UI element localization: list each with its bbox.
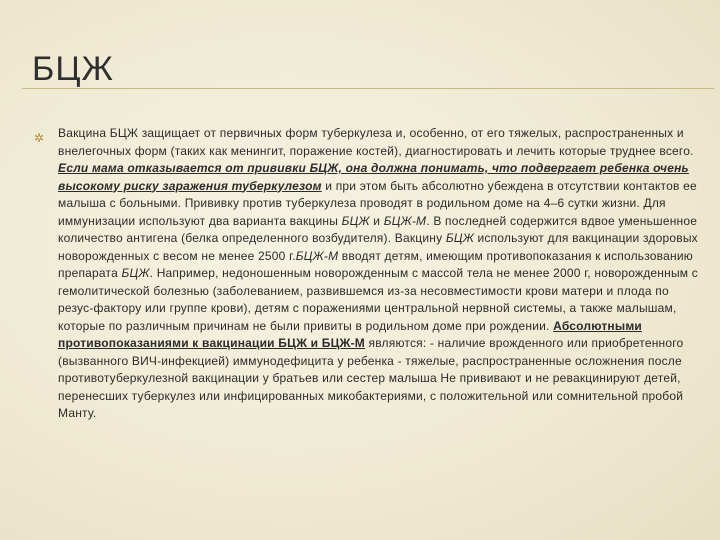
highlight-warning: Если мама отказывается от прививки БЦЖ, она должна понимать, что подвергает ребенка очень высокому риску заражения туберкулезом [58, 161, 689, 193]
vaccine-name: БЦЖ [445, 231, 474, 245]
text-segment: . Например, недоношенным новорожденным с массой тела не менее 2000 г, новорожденным с гемолитической болезнью (заболеванием, развившемся из-за несовместимости крови матери и плода по резус-фактору или группе крови), детям с поражениями центральной нервной системы, а также малышам, которые по различным причинам не были привиты в родильном доме при рождении. [58, 266, 698, 333]
title-divider [22, 88, 714, 89]
text-segment: являются: - наличие врожденного или приобретенного (вызванного ВИЧ-инфекцией) иммунодефицита у ребенка - тяжелые, распространенные осложнения после противотуберкулезной вакцинации у братьев или сестер малыша Не прививают и не ревакцинируют детей, перенесших туберкулез или инфицированных микобактериями, с положительной или сомнительной пробой Манту. [58, 336, 684, 420]
text-segment: вводят детям, имеющим противопоказания к использованию препарата [58, 248, 693, 280]
vaccine-name: БЦЖ [341, 213, 370, 228]
text-segment: . В последней содержится вдвое уменьшенное количество антигена (белка определенного возбудителя). Вакцину [58, 213, 698, 245]
text-segment: используют для вакцинации здоровых новорожденных с весом не менее 2500 г. [58, 231, 698, 263]
vaccine-name: БЦЖ-М [295, 248, 339, 263]
vaccine-name: БЦЖ [121, 266, 150, 280]
contraindications-heading: Абсолютными противопоказаниями к вакцинации БЦЖ и БЦЖ-М [58, 318, 642, 350]
text-segment: и [369, 213, 384, 228]
body-paragraph [58, 125, 704, 423]
text-segment: Вакцина БЦЖ защищает от первичных форм туберкулеза и, особенно, от его тяжелых, распространенных и внелегочных форм (таких как менингит, поражение костей), диагностировать и лечить которые труднее всего. [58, 126, 694, 158]
vaccine-name: БЦЖ-М [383, 213, 427, 228]
slide-title: БЦЖ [32, 50, 114, 88]
text-segment: и при этом быть абсолютно убеждена в отсутствии контактов ее малыша с больными. Прививку против туберкулеза проводят в родильном доме на 4–6 сутки жизни. Для иммунизации используют два варианта вакцины [58, 178, 697, 228]
star-bullet-icon: ✲ [34, 131, 45, 145]
